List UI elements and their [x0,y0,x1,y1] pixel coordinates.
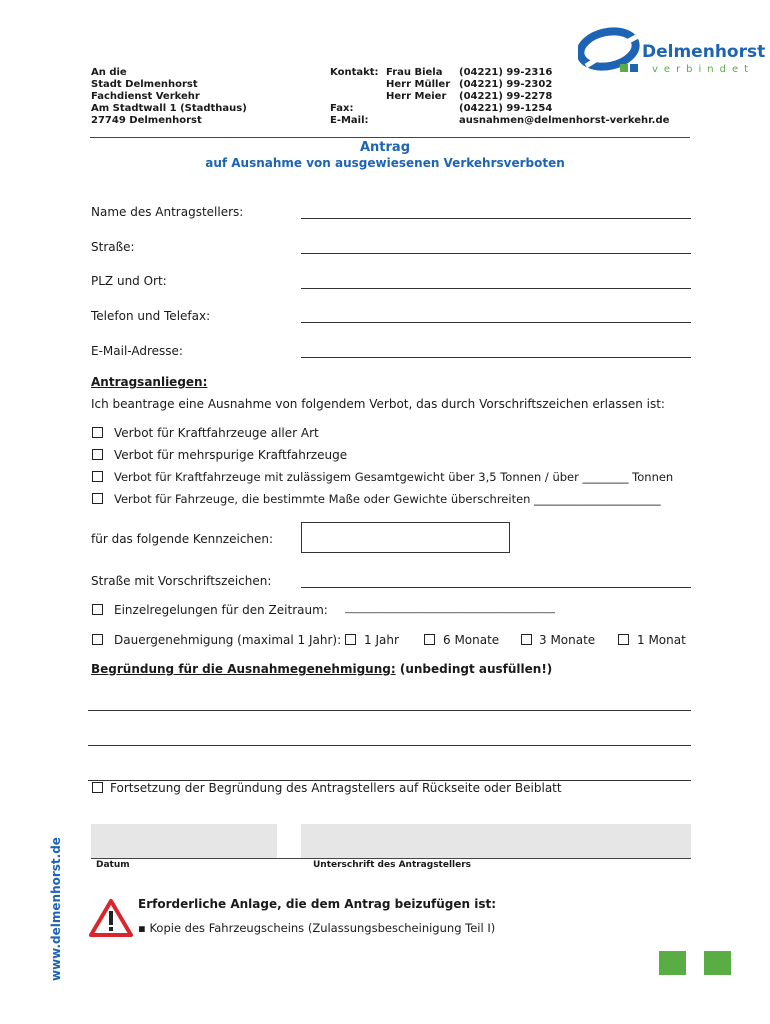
logo-tagline: verbindet [652,64,755,75]
contact-labels [330,67,379,127]
recipient-line: Am Stadtwall 1 (Stadthaus) [91,103,247,114]
begruendung-line-2[interactable] [88,745,691,746]
contact-phone: (04221) 99-2302 [459,79,553,90]
option-label: Verbot für Kraftfahrzeuge mit zulässigem Gesamtgewicht über 3,5 Tonnen / über ________ Tonnen [114,470,674,484]
dauer-label: Dauergenehmigung (maximal 1 Jahr): [114,633,342,647]
email-address-label: E-Mail-Adresse: [91,344,183,358]
begruendung-heading [91,662,552,676]
option-checkbox[interactable] [92,427,103,438]
option-checkbox[interactable] [92,449,103,460]
attachment-item: ▪ Kopie des Fahrzeugscheins (Zulassungsbescheinigung Teil I) [138,921,496,935]
dauer-1-jahr-checkbox[interactable] [345,634,356,645]
street-label: Straße: [91,240,135,254]
dauer-3-monate-checkbox[interactable] [521,634,532,645]
option-label: Verbot für mehrspurige Kraftfahrzeuge [114,448,348,462]
dauer-option-label: 1 Jahr [364,633,399,647]
einzel-checkbox[interactable] [92,604,103,615]
recipient-line: 27749 Delmenhorst [91,115,202,126]
contact-numbers [459,67,669,127]
recipient-line: Fachdienst Verkehr [91,91,200,102]
signature-field[interactable] [301,824,691,858]
option-label: Verbot für Kraftfahrzeuge aller Art [114,426,319,440]
fortsetzung-label: Fortsetzung der Begründung des Antragstellers auf Rückseite oder Beiblatt [110,781,562,795]
einzel-period-field[interactable]: __________________________________________ [345,603,555,614]
phone-fax-label: Telefon und Telefax: [91,309,211,323]
dauer-option-label: 6 Monate [443,633,500,647]
dauer-option-label: 3 Monate [539,633,596,647]
recipient-line: Stadt Delmenhorst [91,79,198,90]
option-checkbox[interactable] [92,471,103,482]
date-field[interactable] [91,824,277,858]
phone-fax-field[interactable] [301,322,691,323]
begruendung-note: (unbedingt ausfüllen!) [399,662,553,676]
date-label: Datum [96,860,130,870]
fax-label: Fax: [330,103,354,114]
request-intro: Ich beantrage eine Ausnahme von folgendem Verbot, das durch Vorschriftszeichen erlassen ist: [91,397,665,411]
kennzeichen-label: für das folgende Kennzeichen: [91,532,274,546]
zip-city-label: PLZ und Ort: [91,274,167,288]
recipient-line: An die [91,67,127,78]
contact-phone: (04221) 99-2278 [459,91,553,102]
einzel-label: Einzelregelungen für den Zeitraum: [114,603,328,617]
brand-square [659,951,686,975]
begruendung-title: Begründung für die Ausnahmegenehmigung: [91,662,396,676]
contact-fax: (04221) 99-1254 [459,103,553,114]
dauer-6-monate-checkbox[interactable] [424,634,435,645]
email-label: E-Mail: [330,115,369,126]
contact-persons [386,67,450,103]
dauer-checkbox[interactable] [92,634,103,645]
option-checkbox[interactable] [92,493,103,504]
email-address-field[interactable] [301,357,691,358]
brand-square [704,951,731,975]
dauer-option-label: 1 Monat [637,633,686,647]
applicant-name-field[interactable] [301,218,691,219]
attachment-heading: Erforderliche Anlage, die dem Antrag beizufügen ist: [138,897,497,911]
signature-label: Unterschrift des Antragstellers [313,860,472,870]
zip-city-field[interactable] [301,288,691,289]
form-subtitle: auf Ausnahme von ausgewiesenen Verkehrsverboten [205,156,565,170]
street-sign-label: Straße mit Vorschriftszeichen: [91,574,272,588]
side-url[interactable]: www.delmenhorst.de [49,837,63,981]
fortsetzung-checkbox[interactable] [92,782,103,793]
option-label: Verbot für Fahrzeuge, die bestimmte Maße oder Gewichte überschreiten ______________________ [114,492,661,506]
applicant-name-label: Name des Antragstellers: [91,205,244,219]
logo-name: Delmenhorst [642,42,766,62]
warning-icon [88,898,134,938]
dauer-1-monat-checkbox[interactable] [618,634,629,645]
begruendung-line-1[interactable] [88,710,691,711]
kennzeichen-input[interactable] [301,522,510,553]
form-title: Antrag [359,140,411,155]
contact-phone: (04221) 99-2316 [459,67,553,78]
contact-person: Frau Biela [386,67,443,78]
recipient-address [91,67,247,127]
header-divider [90,137,690,138]
request-heading: Antragsanliegen: [91,375,208,389]
contact-person: Herr Meier [386,91,447,102]
contact-email[interactable]: ausnahmen@delmenhorst-verkehr.de [459,115,670,126]
street-field[interactable] [301,253,691,254]
signature-divider [91,858,691,859]
kontakt-label: Kontakt: [330,67,379,78]
contact-person: Herr Müller [386,79,451,90]
street-sign-field[interactable] [301,587,691,588]
